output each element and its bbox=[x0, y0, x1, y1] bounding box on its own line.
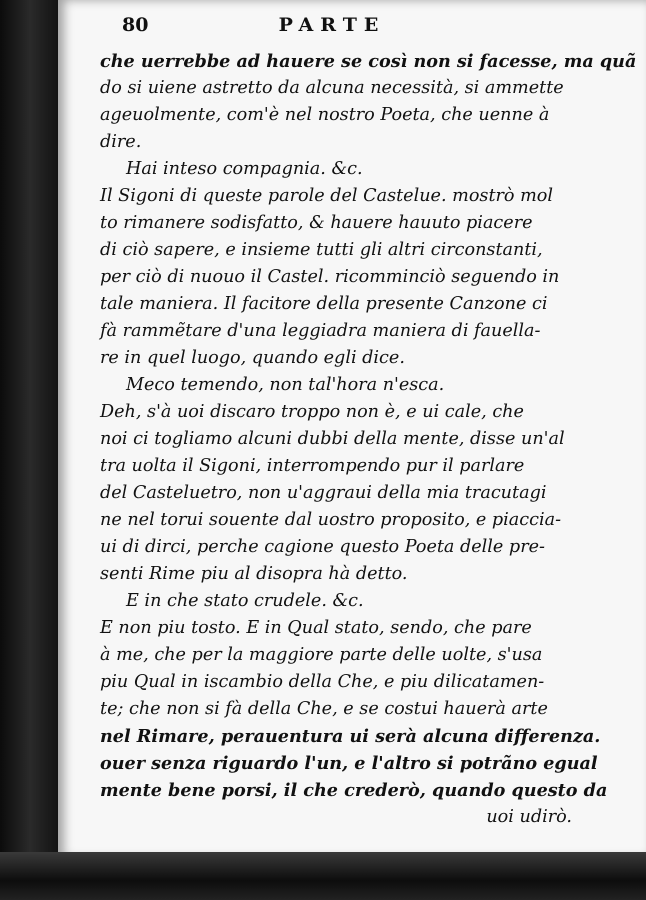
text-line: dire. bbox=[100, 132, 142, 152]
text-line: fà rammẽtare d'una leggiadra maniera di fauella- bbox=[100, 321, 541, 341]
text-line: che uerrebbe ad hauere se così non si facesse, ma quã bbox=[100, 51, 637, 72]
text-line: E in che stato crudele. &c. bbox=[126, 591, 364, 611]
text-line: piu Qual in iscambio della Che, e piu dilicatamen- bbox=[100, 672, 545, 692]
page-number: 80 bbox=[122, 14, 149, 36]
text-line: senti Rime piu al disopra hà detto. bbox=[100, 564, 408, 584]
text-line: Deh, s'à uoi discaro troppo non è, e ui cale, che bbox=[100, 402, 524, 422]
text-line: Il Sigoni di queste parole del Castelue. mostrò mol bbox=[100, 186, 554, 206]
scan-shadow-left bbox=[0, 0, 60, 900]
text-line: tra uolta il Sigoni, interrompendo pur il parlare bbox=[100, 456, 525, 476]
text-line: per ciò di nuouo il Castel. ricomminciò seguendo in bbox=[100, 267, 560, 287]
text-line: do si uiene astretto da alcuna necessità, si ammette bbox=[100, 78, 564, 98]
text-line: ui di dirci, perche cagione questo Poeta delle pre- bbox=[100, 537, 545, 557]
text-line: tale maniera. Il facitore della presente Canzone ci bbox=[100, 294, 548, 314]
text-line: to rimanere sodisfatto, & hauere hauuto piacere bbox=[100, 213, 533, 233]
scan-shadow-bottom bbox=[0, 852, 646, 900]
text-line: del Casteluetro, non u'aggraui della mia tracutagi bbox=[100, 483, 547, 503]
text-line: ageuolmente, com'è nel nostro Poeta, che uenne à bbox=[100, 105, 550, 125]
text-line: re in quel luogo, quando egli dice. bbox=[100, 348, 405, 368]
text-line: noi ci togliamo alcuni dubbi della mente, disse un'al bbox=[100, 429, 565, 449]
text-line: à me, che per la maggiore parte delle uolte, s'usa bbox=[100, 645, 543, 665]
text-line: ouer senza riguardo l'un, e l'altro si potrãno egual bbox=[100, 753, 598, 774]
text-line: nel Rimare, perauentura ui serà alcuna differenza. bbox=[100, 726, 601, 747]
text-line: E non piu tosto. E in Qual stato, sendo, che pare bbox=[100, 618, 532, 638]
text-line: uoi udirò. bbox=[486, 807, 572, 827]
text-line: Meco temendo, non tal'hora n'esca. bbox=[126, 375, 445, 395]
text-line: te; che non si fà della Che, e se costui hauerà arte bbox=[100, 699, 548, 719]
text-line: mente bene porsi, il che crederò, quando questo da bbox=[100, 780, 608, 801]
page-header bbox=[122, 14, 522, 38]
text-line: di ciò sapere, e insieme tutti gli altri circonstanti, bbox=[100, 240, 543, 260]
text-line: ne nel torui souente dal uostro proposito, e piaccia- bbox=[100, 510, 562, 530]
page-body-text bbox=[100, 48, 637, 831]
text-line: Hai inteso compagnia. &c. bbox=[126, 159, 363, 179]
running-title: PARTE bbox=[278, 14, 386, 36]
